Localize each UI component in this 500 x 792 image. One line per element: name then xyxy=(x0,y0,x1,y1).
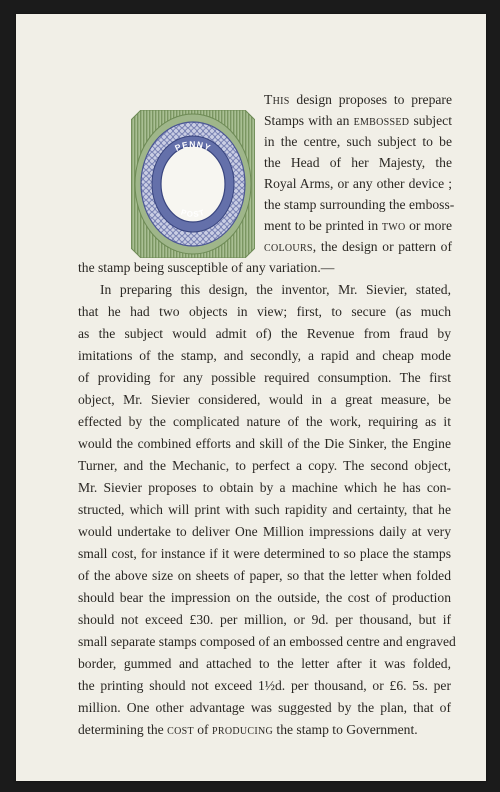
text-span: or more xyxy=(405,218,452,233)
body-line: border, gummed and attached to the letter after it was folded, xyxy=(78,656,451,671)
small-caps-word: two xyxy=(381,218,406,233)
text-span: , the design or pattern of xyxy=(312,239,452,254)
body-line: small cost, for instance if it were determined to so place the stamps xyxy=(78,546,451,561)
body-line: the printing should not exceed 1½d. per thousand, or £6. 5s. per xyxy=(78,678,451,693)
intro-line: the stamp surrounding the emboss- xyxy=(264,197,455,212)
intro-line xyxy=(264,92,452,108)
body-line: Mr. Sievier proposes to obtain by a machine which he has con- xyxy=(78,480,451,495)
body-line: million. One other advantage was suggested by the plan, that of xyxy=(78,700,451,715)
body-line: object, Mr. Sievier considered, would in a great measure, be xyxy=(78,392,451,407)
body-line: should not exceed £30. per million, or 9d. per thousand, but if xyxy=(78,612,451,627)
body-line: would the combined efforts and skill of the Die Sinker, the Engine xyxy=(78,436,451,451)
body-line: effected by the complicated nature of the work, requiring as it xyxy=(78,414,451,429)
intro-line xyxy=(264,218,452,234)
text-span: the stamp to Government. xyxy=(273,722,418,737)
final-line xyxy=(78,722,451,738)
body-line: the stamp being susceptible of any variation.— xyxy=(78,260,335,275)
stamp-essay-image xyxy=(131,110,255,258)
body-line: imitations of the stamp, and secondly, a rapid and cheap mode xyxy=(78,348,451,363)
body-line: as the subject would admit of) the Revenue from fraud by xyxy=(78,326,451,341)
body-line: Turner, and the Mechanic, to perfect a copy. The second object, xyxy=(78,458,451,473)
body-line: would undertake to deliver One Million impressions daily at very xyxy=(78,524,451,539)
stamp-top-label: PENNY xyxy=(173,139,213,154)
text-span: of xyxy=(193,722,212,737)
small-caps-word: producing xyxy=(211,722,274,737)
text-span: Stamps with an xyxy=(264,113,354,128)
text-span: design proposes to prepare xyxy=(289,92,452,107)
small-caps-word: embossed xyxy=(353,113,410,128)
body-line: In preparing this design, the inventor, Mr. Sievier, stated, xyxy=(100,282,451,297)
text-span: determining the xyxy=(78,722,168,737)
intro-line: in the centre, such subject to be xyxy=(264,134,452,149)
intro-line xyxy=(264,239,452,255)
intro-line xyxy=(264,113,452,129)
intro-line: Royal Arms, or any other device ; xyxy=(264,176,452,191)
drop-word: This xyxy=(264,92,290,107)
body-line: should bear the impression on the outside, the cost of production xyxy=(78,590,451,605)
intro-line: the Head of her Majesty, the xyxy=(264,155,452,170)
body-line: that he had two objects in view; first, to secure (as much xyxy=(78,304,451,319)
paper-sheet xyxy=(16,14,486,781)
body-line: structed, which will print with such rapidity and certainty, that he xyxy=(78,502,451,517)
stamp-bottom-label: POST xyxy=(179,207,207,220)
body-line: of the above size on sheets of paper, so that the letter when folded xyxy=(78,568,451,583)
body-line: of providing for any possible required consumption. The first xyxy=(78,370,451,385)
text-span: ment to be printed in xyxy=(264,218,382,233)
text-span: subject xyxy=(409,113,452,128)
body-line: small separate stamps composed of an embossed centre and engraved xyxy=(78,634,456,649)
small-caps-word: colours xyxy=(264,239,313,254)
small-caps-word: cost xyxy=(167,722,194,737)
